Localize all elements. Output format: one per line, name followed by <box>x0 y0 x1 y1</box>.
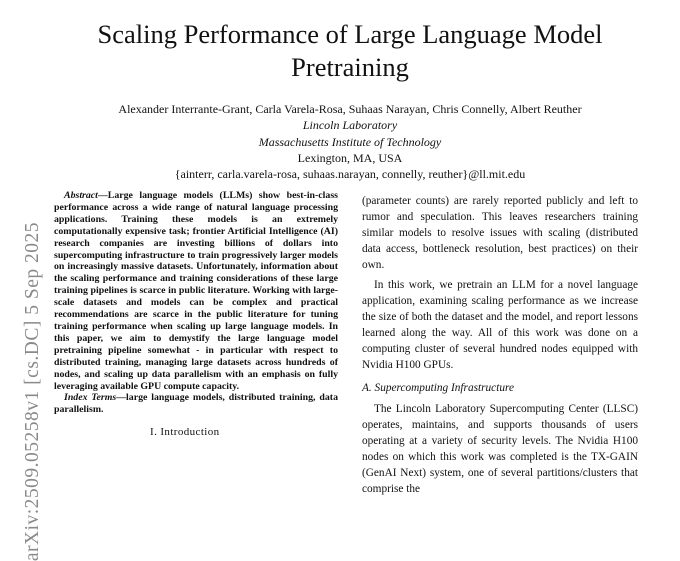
left-column <box>54 190 338 416</box>
paper-title <box>60 18 640 84</box>
section-heading-introduction: I. Introduction <box>150 426 220 438</box>
index-terms-label: Index Terms <box>64 392 117 404</box>
abstract <box>54 190 338 392</box>
abstract-text: —Large language models (LLMs) show best-in-class performance across a wide range of natural language processing applications. Training these models is an extremely computationally expensive task; frontier Artificial Intelligence (AI) research companies are investing billions of dollars into supercomputing infrastructure to train progressively larger models on increasingly massive datasets. Unfortunately, information about the scaling performance and training considerations of these large training pipelines is scarce in public literature. Working with large-scale datasets and models can be complex and practical recommendations are scarce in the public literature for tuning training performance when scaling up large language models. In this paper, we aim to demystify the large language model pretraining pipeline somewhat - in particular with respect to distributed training, managing large datasets across hundreds of nodes, and scaling up data parallelism with an emphasis on fully leveraging available GPU compute capacity. <box>54 190 338 392</box>
author-emails: {ainterr, carla.varela-rosa, suhaas.narayan, connelly, reuther}@ll.mit.edu <box>174 167 526 182</box>
affiliation-institute: Massachusetts Institute of Technology <box>258 134 442 149</box>
title-line-2: Pretraining <box>291 52 409 82</box>
affiliation-location: Lexington, MA, USA <box>297 150 403 165</box>
abstract-label: Abstract <box>64 190 98 201</box>
arxiv-identifier: arXiv:2509.05258v1 [cs.DC] 5 Sep 2025 <box>22 222 43 561</box>
author-block <box>60 101 640 182</box>
paragraph-this-work: In this work, we pretrain an LLM for a novel language application, examining scaling performance as we increase the size of both the dataset and the model, and report lessons learned along the way. All of this work was done on a computing cluster of several hundred nodes equipped with Nvidia H100 GPUs. <box>362 279 638 371</box>
index-terms <box>54 392 338 416</box>
paragraph-continuation: (parameter counts) are rarely reported publicly and left to rumor and speculation. This leaves researchers training similar models to resolve issues with scaling (distributed data access, bottleneck resolution, best practices) on their own. <box>362 195 638 271</box>
author-list: Alexander Interrante-Grant, Carla Varela-Rosa, Suhaas Narayan, Chris Connelly, Albert Reuther <box>118 102 582 116</box>
arxiv-stamp <box>0 212 43 561</box>
index-terms-text: —large language models, distributed training, data parallelism. <box>54 392 338 416</box>
paragraph-llsc: The Lincoln Laboratory Supercomputing Center (LLSC) operates, maintains, and supports thousands of users operating at a variety of security levels. The Nvidia H100 nodes on which this work was completed is the TX-GAIN (GenAI Next) system, one of several partitions/clusters that comprise the <box>362 403 638 495</box>
subsection-heading-infrastructure: A. Supercomputing Infrastructure <box>362 382 514 394</box>
title-line-1: Scaling Performance of Large Language Model <box>97 19 603 49</box>
right-column <box>362 193 638 497</box>
affiliation-lab: Lincoln Laboratory <box>302 118 398 133</box>
